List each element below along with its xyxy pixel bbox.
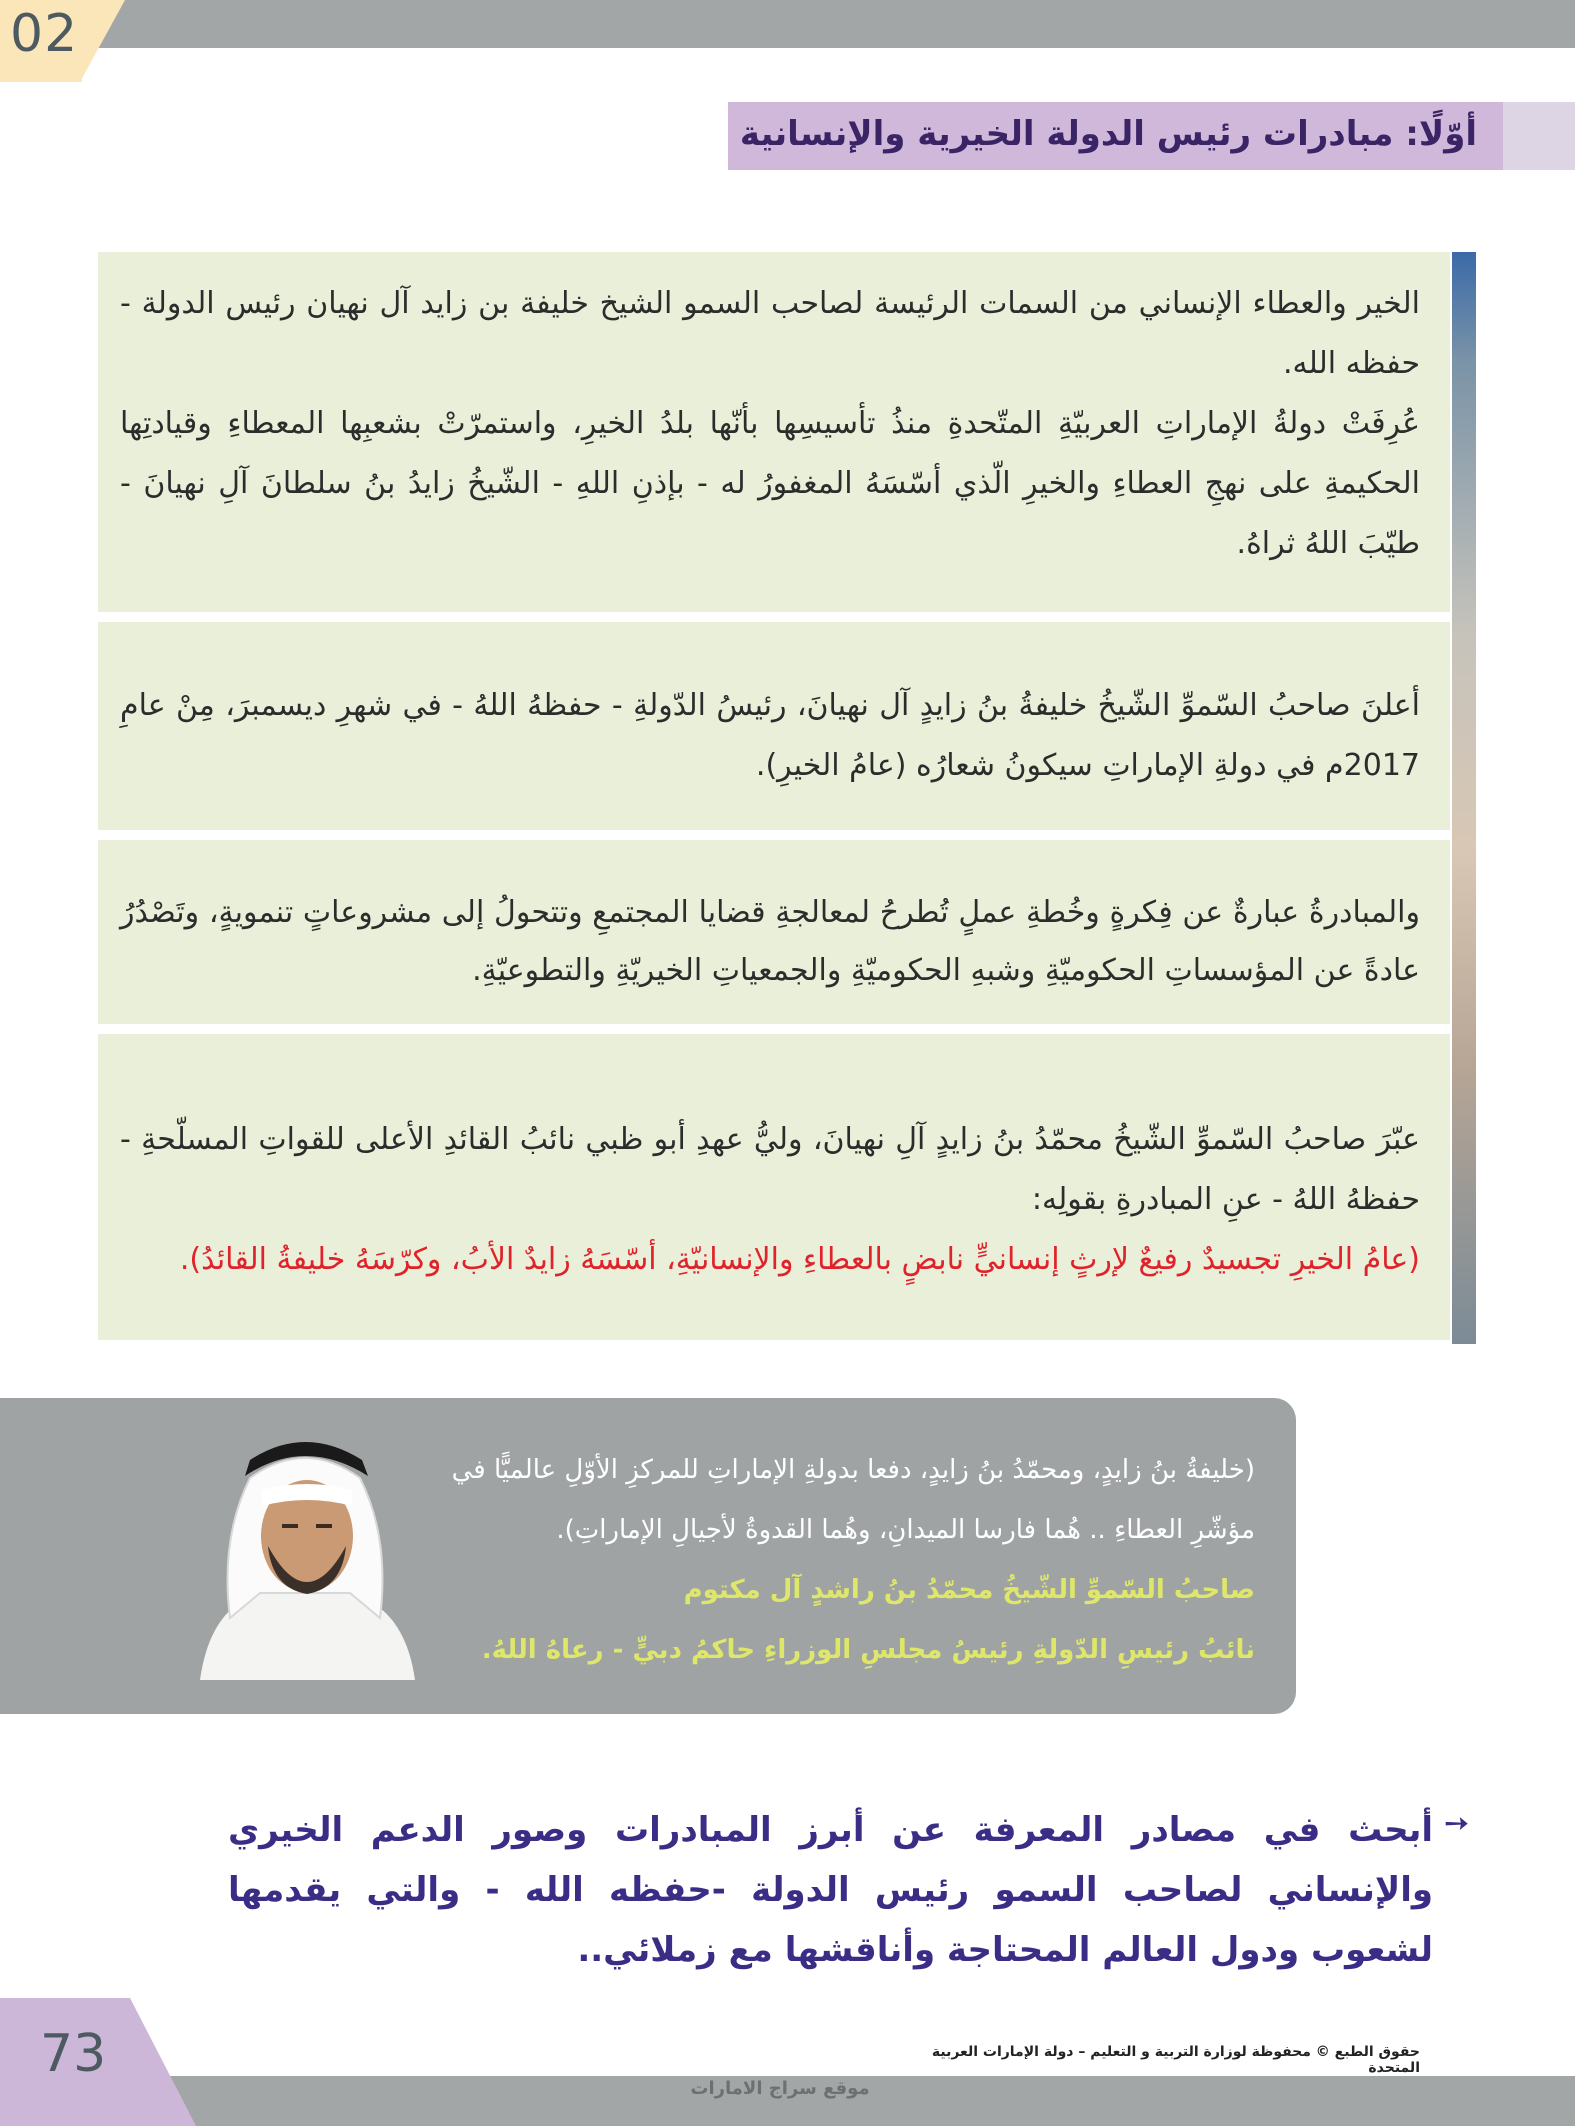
paragraph-intro: الخير والعطاء الإنساني من السمات الرئيسة لصاحب السمو الشيخ خليفة بن زايد آل نهيان رئيس الدولة - حفظه الله. xyxy=(120,286,1420,381)
content-panel-intro xyxy=(98,252,1450,612)
copyright-notice: حقوق الطبع © محفوظة لوزارة التربية و التعليم – دولة الإمارات العربية المتحدة xyxy=(931,2044,1420,2076)
section-title: أوّلًا: مبادرات رئيس الدولة الخيرية والإنسانية xyxy=(739,114,1477,154)
quote-card-text-block xyxy=(430,1440,1255,1680)
paragraph-uae-history: عُرِفَتْ دولةُ الإماراتِ العربيّةِ المتّحدةِ منذُ تأسيسِها بأنّها بلدُ الخيرِ، واستمرّتْ بشعبِها المعطاءِ وقيادتِها الحكيمةِ على نهجِ العطاءِ والخيرِ الّذي أسّسَهُ المغفورُ له - بإذنِ اللهِ - الشّيخُ زايدُ بنُ سلطانَ آلِ نهيانَ - طيّبَ اللهُ ثراهُ. xyxy=(120,406,1420,561)
paragraph-crown-prince: عبّرَ صاحبُ السّموِّ الشّيخُ محمّدُ بنُ زايدٍ آلِ نهيانَ، وليُّ عهدِ أبو ظبي نائبُ القائدِ الأعلى للقواتِ المسلّحةِ - حفظهُ اللهُ - عنِ المبادرةِ بقولِه: xyxy=(120,1122,1420,1217)
paragraph-year-of-giving: أعلنَ صاحبُ السّموِّ الشّيخُ خليفةُ بنُ زايدٍ آل نهيانَ، رئيسُ الدّولةِ - حفظهُ اللهُ - في شهرِ ديسمبرَ، مِنْ عامِ 2017م في دولةِ الإماراتِ سيكونُ شعارُه (عامُ الخيرِ). xyxy=(120,688,1420,783)
page-number: 73 xyxy=(40,2024,107,2084)
task-instruction: أبحث في مصادر المعرفة عن أبرز المبادرات وصور الدعم الخيري والإنساني لصاحب السمو رئيس الدولة -حفظه الله - والتي يقدمها لشعوب ودول العالم المحتاجة وأناقشها مع زملائي.. xyxy=(228,1810,1433,1970)
red-quote: (عامُ الخيرِ تجسيدٌ رفيعٌ لإرثٍ إنسانيٍّ نابضٍ بالعطاءِ والإنسانيّةِ، أسّسَهُ زايدٌ الأبُ، وكرّسَهُ خليفةُ القائدُ). xyxy=(179,1242,1420,1277)
arrow-icon: ➙ xyxy=(1444,1806,1470,1841)
signature-name: صاحبُ السّموِّ الشّيخُ محمّدُ بنُ راشدٍ آل مكتوم xyxy=(683,1575,1255,1605)
content-panel-year-of-giving xyxy=(98,622,1450,830)
section-header xyxy=(728,102,1503,170)
footer-site-label: موقع سراج الامارات xyxy=(690,2078,870,2099)
portrait-illustration xyxy=(190,1418,420,1680)
content-panel-initiative-definition xyxy=(98,840,1450,1024)
chapter-tab-wedge xyxy=(80,0,125,82)
quote-card-text: (خليفةُ بنُ زايدٍ، ومحمّدُ بنُ زايدٍ، دفعا بدولةِ الإماراتِ للمركزِ الأوّلِ عالميًّا في مؤشّرِ العطاءِ .. هُما فارسا الميدانِ، وهُما القدوةُ لأجيالِ الإماراتِ). xyxy=(451,1455,1255,1545)
signature-title: نائبُ رئيسِ الدّولةِ رئيسُ مجلسِ الوزراءِ حاكمُ دبيٍّ - رعاهُ اللهُ. xyxy=(481,1635,1255,1665)
chapter-number: 02 xyxy=(10,4,79,64)
top-bar xyxy=(0,0,1575,48)
page-number-tab-wedge xyxy=(130,1998,196,2126)
decorative-photo-strip xyxy=(1452,252,1476,1344)
paragraph-initiative-definition: والمبادرةُ عبارةٌ عن فِكرةٍ وخُطةِ عملٍ تُطرحُ لمعالجةِ قضايا المجتمعِ وتتحولُ إلى مشروعاتٍ تنمويةٍ، وتَصْدُرُ عادةً عن المؤسساتِ الحكوميّةِ وشبهِ الحكوميّةِ والجمعياتِ الخيريّةِ والتطوعيّةِ. xyxy=(120,895,1420,988)
content-panel-crown-prince xyxy=(98,1034,1450,1340)
section-header-edge xyxy=(1503,102,1575,170)
